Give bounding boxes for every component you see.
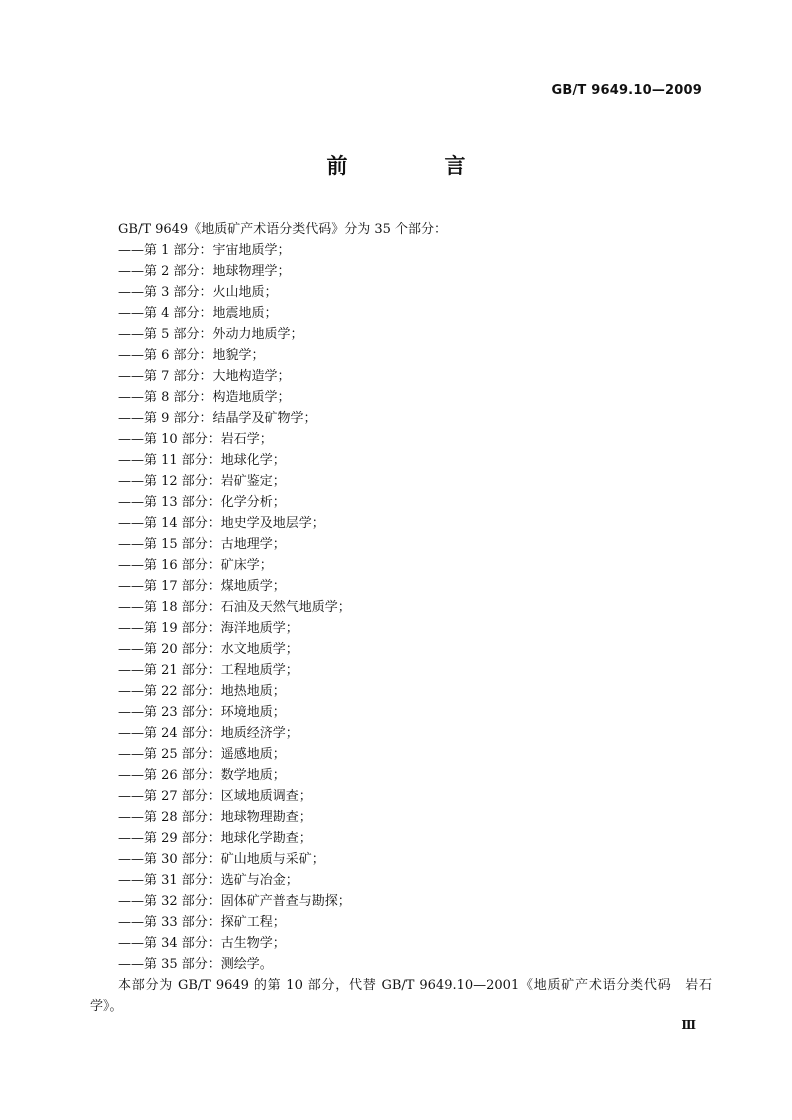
closing-paragraph: 本部分为 GB/T 9649 的第 10 部分，代替 GB/T 9649.10—2001《地质矿产术语分类代码 岩石学》。 (90, 978, 712, 1014)
intro-paragraph: GB/T 9649《地质矿产术语分类代码》分为 35 个部分： (118, 222, 448, 237)
list-item: ——第 1 部分：宇宙地质学； (118, 243, 291, 258)
list-item: ——第 24 部分：地质经济学； (118, 726, 299, 741)
list-item: ——第 27 部分：区域地质调查； (118, 789, 312, 804)
list-item: ——第 12 部分：岩矿鉴定； (118, 474, 286, 489)
list-item: ——第 35 部分：测绘学。 (118, 957, 273, 972)
page-title: 前 言 (326, 154, 504, 178)
list-item: ——第 29 部分：地球化学勘查； (118, 831, 312, 846)
page-number: Ⅲ (681, 1018, 696, 1032)
list-item: ——第 26 部分：数学地质； (118, 768, 286, 783)
list-item: ——第 4 部分：地震地质； (118, 306, 278, 321)
list-item: ——第 21 部分：工程地质学； (118, 663, 299, 678)
list-item: ——第 5 部分：外动力地质学； (118, 327, 304, 342)
list-item: ——第 19 部分：海洋地质学； (118, 621, 299, 636)
list-item: ——第 11 部分：地球化学； (118, 453, 286, 468)
standard-code: GB/T 9649.10—2009 (551, 83, 702, 98)
document-body (90, 219, 712, 1017)
list-item: ——第 20 部分：水文地质学； (118, 642, 299, 657)
list-item: ——第 18 部分：石油及天然气地质学； (118, 600, 351, 615)
list-item: ——第 3 部分：火山地质； (118, 285, 278, 300)
list-item: ——第 6 部分：地貌学； (118, 348, 265, 363)
list-item: ——第 28 部分：地球物理勘查； (118, 810, 312, 825)
list-item: ——第 23 部分：环境地质； (118, 705, 286, 720)
list-item: ——第 13 部分：化学分析； (118, 495, 286, 510)
list-item: ——第 7 部分：大地构造学； (118, 369, 291, 384)
list-item: ——第 9 部分：结晶学及矿物学； (118, 411, 317, 426)
list-item: ——第 32 部分：固体矿产普查与勘探； (118, 894, 351, 909)
list-item: ——第 17 部分：煤地质学； (118, 579, 286, 594)
list-item: ——第 33 部分：探矿工程； (118, 915, 286, 930)
list-item: ——第 31 部分：选矿与冶金； (118, 873, 299, 888)
list-item: ——第 2 部分：地球物理学； (118, 264, 291, 279)
list-item: ——第 15 部分：古地理学； (118, 537, 286, 552)
list-item: ——第 34 部分：古生物学； (118, 936, 286, 951)
parts-list (90, 240, 712, 975)
list-item: ——第 14 部分：地史学及地层学； (118, 516, 325, 531)
list-item: ——第 30 部分：矿山地质与采矿； (118, 852, 325, 867)
list-item: ——第 10 部分：岩石学； (118, 432, 273, 447)
list-item: ——第 22 部分：地热地质； (118, 684, 286, 699)
list-item: ——第 8 部分：构造地质学； (118, 390, 291, 405)
list-item: ——第 25 部分：遥感地质； (118, 747, 286, 762)
list-item: ——第 16 部分：矿床学； (118, 558, 273, 573)
